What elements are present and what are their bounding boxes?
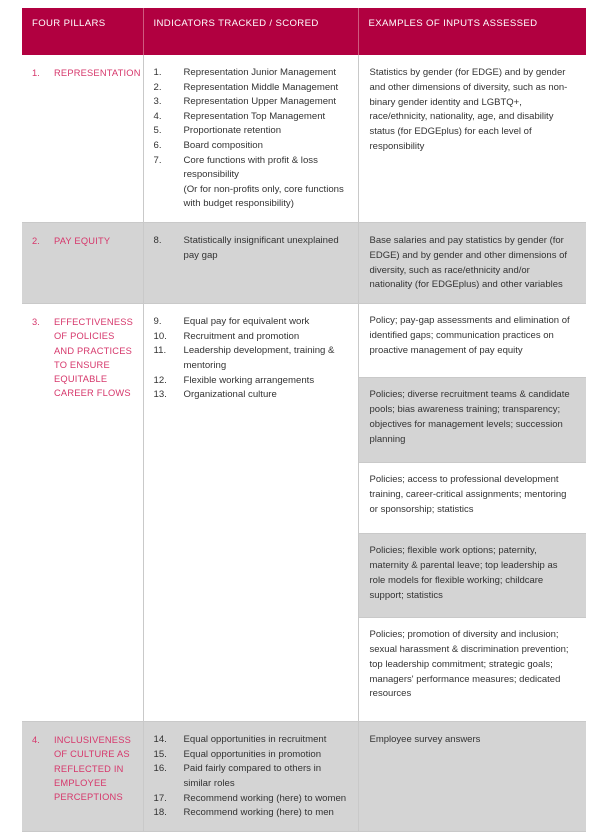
- indicator-number: 9.: [153, 316, 162, 328]
- header-row: [22, 8, 586, 55]
- example-text: Employee survey answers: [369, 734, 481, 746]
- pillar-label: REPRESENTATION: [54, 68, 141, 78]
- indicator-number: 17.: [153, 792, 167, 804]
- pillar-1: [32, 66, 141, 80]
- list-item: [154, 733, 348, 748]
- indicator-number: 13.: [153, 389, 167, 401]
- indicator-text: Leadership development, training & mentoring: [183, 345, 335, 371]
- pillar-cell-1: [22, 55, 143, 222]
- indicator-number: 14.: [153, 734, 167, 746]
- indicators-cell-1: [143, 55, 358, 222]
- indicator-number: 11.: [153, 345, 167, 357]
- example-text: Policies; flexible work options; paternity, maternity & parental leave; top leadership as role models for flexible working; childcare support; statistics: [369, 545, 558, 601]
- indicator-text: Recommend working (here) to men: [183, 807, 334, 819]
- indicator-number: 4.: [153, 110, 162, 122]
- indicator-text: Equal opportunities in promotion: [183, 748, 322, 760]
- indicator-text: Equal opportunities in recruitment: [183, 734, 327, 746]
- indicator-number: 8.: [153, 234, 162, 246]
- list-item: [154, 374, 348, 389]
- indicator-text: Equal pay for equivalent work: [183, 316, 310, 328]
- indicator-list: [154, 315, 348, 403]
- pillar-label: INCLUSIVENESS OF CULTURE AS REFLECTED IN EMPLOYEE PERCEPTIONS: [54, 735, 131, 802]
- indicator-number: 16.: [153, 763, 167, 775]
- indicators-cell-2: [143, 222, 358, 303]
- list-item: [154, 315, 348, 330]
- example-subcell: [359, 618, 587, 721]
- list-item: [154, 154, 348, 183]
- list-item: [154, 81, 348, 96]
- example-text: Base salaries and pay statistics by gender (for EDGE) and by gender and other dimensions of diversity, such as race/ethnicity and/or nationality (for EDGEplus) and other variables: [369, 234, 568, 291]
- indicator-text: Statistically insignificant unexplained pay gap: [183, 234, 339, 261]
- indicator-text: Organizational culture: [183, 389, 277, 401]
- list-item: [154, 792, 348, 807]
- indicator-text: Proportionate retention: [183, 125, 282, 137]
- list-item: [154, 110, 348, 125]
- indicator-text: Representation Junior Management: [183, 67, 337, 78]
- indicator-number: 1.: [153, 67, 162, 78]
- indicators-cell-3: [143, 304, 358, 722]
- four-pillars-table: [22, 8, 586, 832]
- pillar-4: [32, 733, 133, 804]
- pillar-number: 2.: [32, 235, 40, 246]
- indicator-text: Representation Middle Management: [183, 81, 339, 93]
- example-subcell: [359, 304, 587, 378]
- list-item: [154, 806, 348, 821]
- example-text: Policies; diverse recruitment teams & candidate pools; bias awareness training; transparency; objectives for management levels; succession planning: [369, 389, 570, 445]
- table-body: [22, 55, 586, 831]
- indicator-number: 12.: [153, 374, 167, 386]
- indicator-number: 2.: [153, 81, 162, 93]
- indicator-text: Recruitment and promotion: [183, 330, 300, 342]
- table-header: [22, 8, 586, 55]
- column-header-indicators: INDICATORS TRACKED / SCORED: [143, 8, 358, 55]
- list-item: [154, 748, 348, 763]
- example-text: Policies; access to professional development training, career-critical assignments; mentoring or sponsorship; statistics: [369, 474, 567, 515]
- list-item: [154, 762, 348, 791]
- list-item: [154, 139, 348, 154]
- indicator-list: [154, 234, 348, 263]
- indicator-number: 3.: [153, 96, 162, 108]
- indicators-cell-4: [143, 722, 358, 832]
- indicator-text: Core functions with profit & loss responsibility: [183, 154, 318, 181]
- indicator-text: Flexible working arrangements: [183, 374, 315, 386]
- indicator-note: (Or for non-profits only, core functions with budget responsibility): [183, 183, 344, 210]
- indicator-text: Representation Top Management: [183, 110, 326, 122]
- list-item: [154, 95, 348, 110]
- indicator-number: 5.: [153, 125, 162, 137]
- pillar-2: [32, 234, 133, 248]
- example-text: Policies; promotion of diversity and inclusion; sexual harassment & discrimination prevention; top leadership commitment; strategic goals; managers' performance measures; dedicated resources: [369, 629, 569, 700]
- indicator-number: 18.: [153, 807, 167, 819]
- pillar-cell-2: [22, 222, 143, 303]
- pillar-cell-3: [22, 304, 143, 722]
- pillar-label: EFFECTIVENESS OF POLICIES AND PRACTICES TO ENSURE EQUITABLE CAREER FLOWS: [54, 317, 134, 399]
- example-subcell: [359, 378, 587, 463]
- examples-cell-2: [358, 222, 586, 303]
- example-subcell: [359, 463, 587, 534]
- pillar-number: 1.: [32, 68, 40, 78]
- indicator-number: 7.: [153, 154, 162, 166]
- list-item: [154, 344, 348, 373]
- indicator-number: 15.: [153, 748, 167, 760]
- pillar-number: 4.: [32, 735, 40, 746]
- indicator-text: Recommend working (here) to women: [183, 792, 347, 804]
- indicator-text: Paid fairly compared to others in similar roles: [183, 763, 322, 789]
- indicator-text: Board composition: [183, 139, 263, 151]
- example-subcell: [359, 534, 587, 618]
- pillar-label: PAY EQUITY: [54, 235, 111, 246]
- indicator-number: 6.: [153, 139, 162, 151]
- indicator-text: Representation Upper Management: [183, 96, 337, 108]
- list-item: [154, 124, 348, 139]
- indicator-number: 10.: [153, 330, 167, 342]
- examples-cell-1: [358, 55, 586, 222]
- pillar-cell-4: [22, 722, 143, 832]
- examples-cell-4: [358, 722, 586, 832]
- list-item: [154, 234, 348, 263]
- pillar-3: [32, 315, 133, 400]
- table-row: [22, 222, 586, 303]
- indicator-list: [154, 66, 348, 183]
- list-item: [154, 330, 348, 345]
- example-text: Statistics by gender (for EDGE) and by gender and other dimensions of diversity, such as non-binary gender identity and LGBTQ+, race/ethnicity, nationality, age, and disability status (for EDGEplus) for each level of responsibility: [369, 67, 568, 152]
- table-row: [22, 722, 586, 832]
- column-header-four-pillars: FOUR PILLARS: [22, 8, 143, 55]
- table-row: [22, 304, 586, 722]
- list-item: [154, 66, 348, 81]
- indicator-list: [154, 733, 348, 821]
- example-text: Policy; pay-gap assessments and elimination of identified gaps; communication practices on proactive management of pay equity: [369, 315, 570, 356]
- column-header-examples: EXAMPLES OF INPUTS ASSESSED: [358, 8, 586, 55]
- examples-cell-3: [358, 304, 586, 722]
- list-item: [154, 388, 348, 403]
- table-row: [22, 55, 586, 222]
- pillar-number: 3.: [32, 317, 40, 328]
